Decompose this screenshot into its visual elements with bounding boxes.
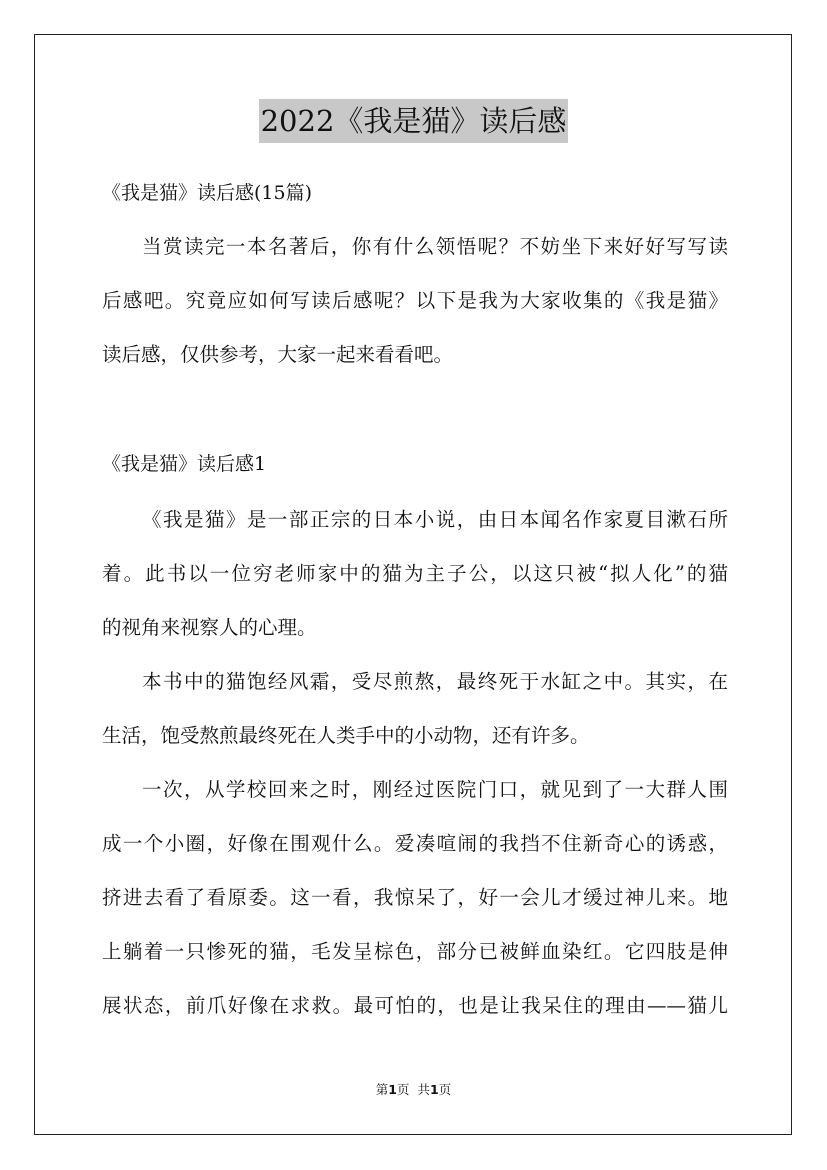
- section-heading: 《我是猫》读后感1: [102, 453, 267, 475]
- intro-line: 当赏读完一本名著后，你有什么领悟呢？不妨坐下来好好写写读: [142, 235, 728, 258]
- paragraph-line: 的视角来视察人的心理。: [102, 616, 317, 639]
- intro-line: 后感吧。究竟应如何写读后感呢？以下是我为大家收集的《我是猫》: [102, 289, 728, 312]
- paragraph-line: 一次，从学校回来之时，刚经过医院门口，就见到了一大群人围: [142, 778, 728, 801]
- document-subtitle: 《我是猫》读后感(15篇): [102, 182, 313, 204]
- paragraph-line: 本书中的猫饱经风霜，受尽煎熬，最终死于水缸之中。其实，在: [142, 670, 728, 693]
- paragraph-line: 上躺着一只惨死的猫，毛发呈棕色，部分已被鲜血染红。它四肢是伸: [102, 940, 728, 963]
- intro-line: 读后感，仅供参考，大家一起来看看吧。: [102, 343, 454, 366]
- total-prefix: 共: [417, 1082, 430, 1097]
- title-container: [0, 99, 827, 143]
- document-title: 2022《我是猫》读后感: [259, 99, 569, 143]
- page-unit: 页: [397, 1082, 410, 1097]
- page-footer: [0, 1082, 827, 1098]
- paragraph-line: 展状态，前爪好像在求救。最可怕的，也是让我呆住的理由——猫儿: [102, 994, 728, 1017]
- paragraph-line: 着。此书以一位穷老师家中的猫为主子公，以这只被“拟人化”的猫: [102, 562, 728, 585]
- paragraph-line: 成一个小圈，好像在围观什么。爱凑喧闹的我挡不住新奇心的诱惑，: [102, 832, 728, 855]
- paragraph-line: 《我是猫》是一部正宗的日本小说，由日本闻名作家夏目漱石所: [142, 508, 728, 531]
- page-prefix: 第: [375, 1082, 389, 1097]
- page-total: 1: [429, 1082, 439, 1097]
- paragraph-line: 生活，饱受熬煎最终死在人类手中的小动物，还有许多。: [102, 724, 590, 747]
- paragraph-line: 挤进去看了看原委。这一看，我惊呆了，好一会儿才缓过神儿来。地: [102, 886, 728, 909]
- total-unit: 页: [438, 1082, 452, 1097]
- page-current: 1: [388, 1082, 397, 1097]
